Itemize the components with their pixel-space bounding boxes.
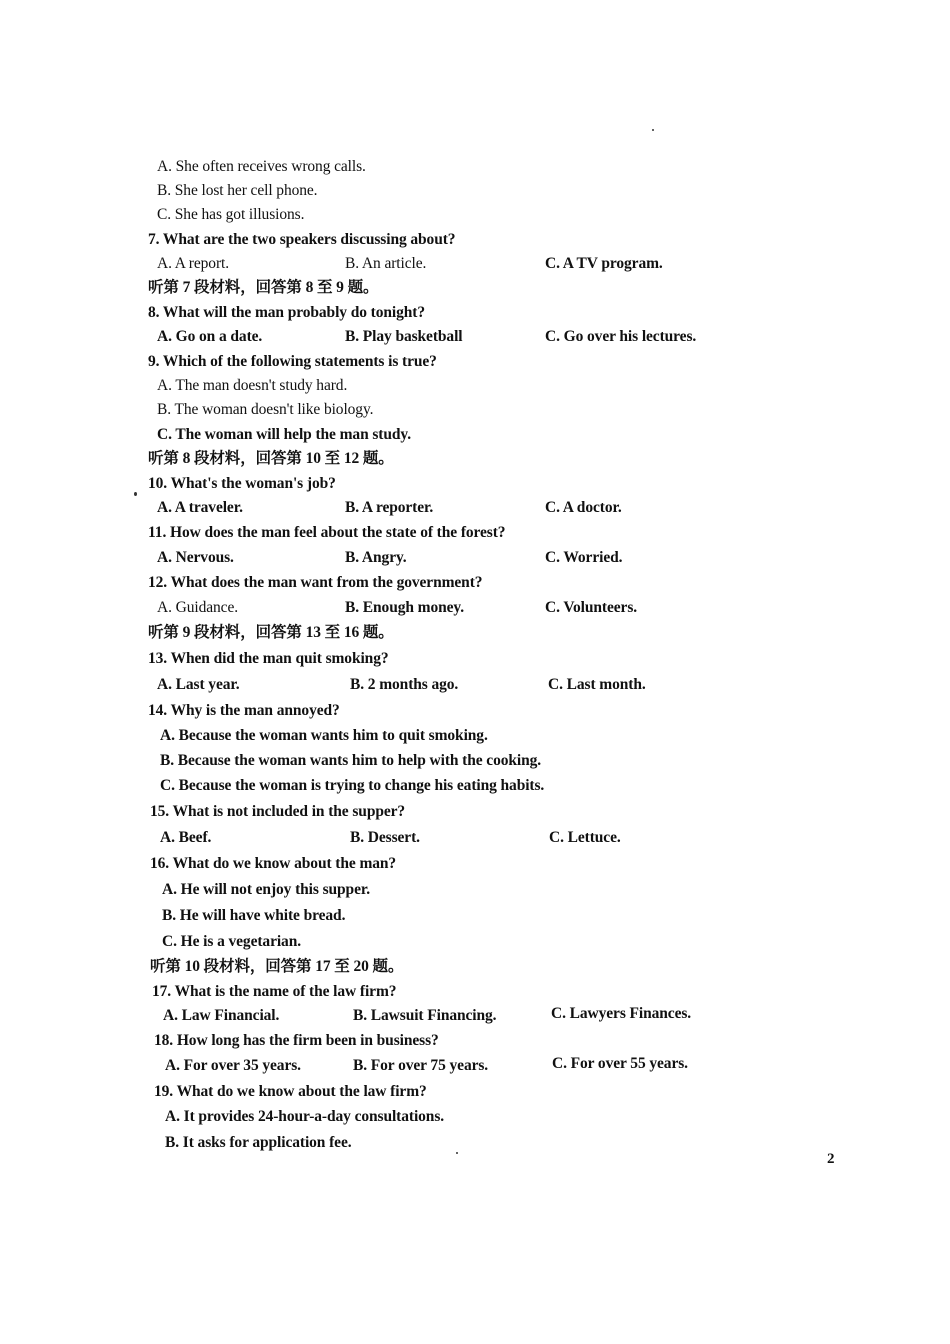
option-text: B. Because the woman wants him to help with the cooking. — [160, 752, 542, 769]
question-text: 12. What does the man want from the government? — [148, 574, 483, 591]
option-text: A. Nervous. — [157, 549, 234, 566]
option-text: C. Worried. — [545, 549, 623, 566]
option-text: C. Because the woman is trying to change his eating habits. — [160, 777, 545, 794]
option-text: B. 2 months ago. — [350, 676, 459, 693]
scan-speck — [456, 1152, 458, 1154]
option-text: B. For over 75 years. — [353, 1057, 489, 1074]
question-text: 18. How long has the firm been in business? — [154, 1032, 439, 1049]
question-text: 11. How does the man feel about the state of the forest? — [148, 524, 506, 541]
option-text: C. The woman will help the man study. — [157, 426, 411, 443]
option-text: A. For over 35 years. — [165, 1057, 301, 1074]
page-number: 2 — [827, 1151, 835, 1167]
option-text: C. He is a vegetarian. — [162, 933, 301, 950]
question-text: 19. What do we know about the law firm? — [154, 1083, 427, 1100]
option-text: A. A report. — [157, 255, 229, 272]
option-text: A. She often receives wrong calls. — [157, 158, 366, 175]
question-text: 9. Which of the following statements is true? — [148, 353, 437, 370]
section-instruction: 听第 9 段材料，回答第 13 至 16 题。 — [148, 624, 394, 641]
question-text: 16. What do we know about the man? — [150, 855, 397, 872]
option-text: C. A doctor. — [545, 499, 622, 516]
option-text: A. Law Financial. — [163, 1007, 280, 1024]
bleed-through-decoration — [600, 232, 604, 248]
option-text: C. Lawyers Finances. — [551, 1005, 692, 1022]
option-text: B. Play basketball — [345, 328, 463, 345]
scan-speck — [134, 492, 137, 496]
option-text: C. A TV program. — [545, 255, 663, 272]
option-text: B. Lawsuit Financing. — [353, 1007, 497, 1024]
option-text: A. Go on a date. — [157, 328, 263, 345]
option-text: B. She lost her cell phone. — [157, 182, 318, 199]
option-text: B. The woman doesn't like biology. — [157, 401, 374, 418]
option-text: B. It asks for application fee. — [165, 1134, 352, 1151]
option-text: B. Dessert. — [350, 829, 420, 846]
option-text: C. Lettuce. — [549, 829, 621, 846]
option-text: A. He will not enjoy this supper. — [162, 881, 370, 898]
option-text: A. Beef. — [160, 829, 212, 846]
option-text: C. Volunteers. — [545, 599, 638, 616]
bleed-through-decoration — [475, 186, 479, 202]
question-text: 15. What is not included in the supper? — [150, 803, 406, 820]
option-text: A. A traveler. — [157, 499, 243, 516]
question-text: 17. What is the name of the law firm? — [152, 983, 397, 1000]
option-text: C. She has got illusions. — [157, 206, 305, 223]
question-text: 10. What's the woman's job? — [148, 475, 336, 492]
section-instruction: 听第 8 段材料，回答第 10 至 12 题。 — [148, 450, 394, 467]
option-text: C. Go over his lectures. — [545, 328, 697, 345]
option-text: B. Angry. — [345, 549, 407, 566]
option-text: B. Enough money. — [345, 599, 464, 616]
question-text: 14. Why is the man annoyed? — [148, 702, 340, 719]
option-text: B. A reporter. — [345, 499, 434, 516]
section-instruction: 听第 10 段材料，回答第 17 至 20 题。 — [150, 958, 404, 975]
question-text: 7. What are the two speakers discussing about? — [148, 231, 456, 248]
option-text: C. Last month. — [548, 676, 646, 693]
section-instruction: 听第 7 段材料，回答第 8 至 9 题。 — [148, 279, 379, 296]
option-text: A. Guidance. — [157, 599, 239, 616]
option-text: A. Last year. — [157, 676, 240, 693]
bleed-through-decoration — [470, 162, 474, 178]
option-text: B. An article. — [345, 255, 427, 272]
option-text: A. Because the woman wants him to quit smoking. — [160, 727, 488, 744]
option-text: A. The man doesn't study hard. — [157, 377, 348, 394]
option-text: A. It provides 24-hour-a-day consultations. — [165, 1108, 445, 1125]
scan-speck — [652, 129, 654, 131]
question-text: 13. When did the man quit smoking? — [148, 650, 389, 667]
question-text: 8. What will the man probably do tonight? — [148, 304, 425, 321]
option-text: B. He will have white bread. — [162, 907, 346, 924]
option-text: C. For over 55 years. — [552, 1055, 688, 1072]
